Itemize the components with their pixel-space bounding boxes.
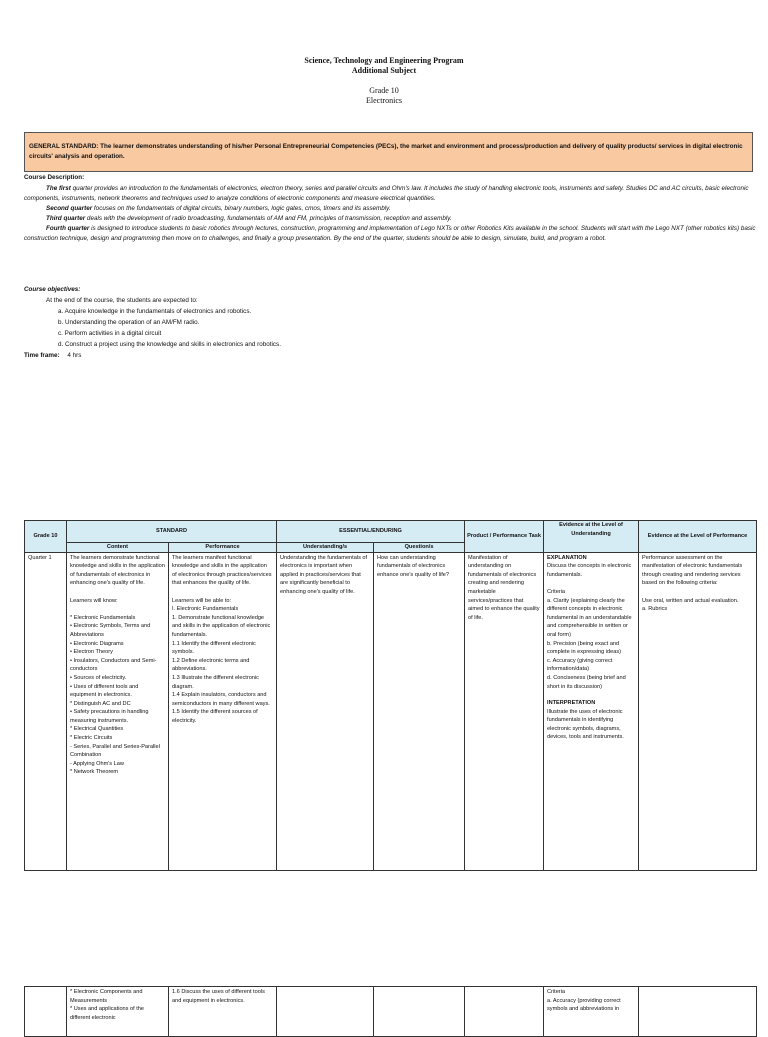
q1-text: quarter provides an introduction to the fundamentals of electronics, electron theory, series and parallel circuits and Ohm's law. It includes the study of handling electronic (70, 185, 541, 192)
curriculum-table (24, 520, 757, 871)
q3-paragraph (24, 214, 764, 224)
objective-item: d. Construct a project using the knowledge and skills in electronics and robotics. (58, 341, 281, 348)
evidence-performance-cell (639, 987, 757, 1037)
evidence-understanding-cell: Criteria a. Accuracy (providing correct symbols and abbreviations in (544, 987, 639, 1037)
q1-paragraph (24, 184, 764, 204)
explanation-heading: EXPLANATION (547, 554, 587, 561)
timeframe-value: 4 hrs (67, 352, 82, 359)
general-standard-text: GENERAL STANDARD: The learner demonstrates understanding of his/her Personal Entrepreneurial Competencies (PECs), the market and environment and process/production and delivery of quality products/ services in digital electronic circuits' analysis and operation. (29, 143, 743, 160)
header-row (25, 521, 757, 543)
q4-lead: Fourth quarter (46, 225, 90, 232)
evidence-understanding-cell (544, 552, 639, 870)
general-standard-box (24, 132, 753, 172)
q4-text: is designed to introduce students to basic robotics through lectures, construction, programming and implementation of Lego NXTs or other Robotics Kits available in the school. Students will start with the Lego NXT (other robotics kits) basic construction technique, design and programming then move on to challenges, and finally a group presentation. By the end of the quarter, students should be able to design, simulate, build, and program a robot. (24, 225, 756, 242)
course-description-heading: Course Description: (24, 174, 85, 181)
performance-cell: 1.6 Discuss the uses of different tools and equipment in electronics. (169, 987, 277, 1037)
understandings-header: Understanding/s (277, 543, 374, 553)
performance-cell: The learners manifest functional knowledge and skills in the application of electronics through practices/services that enhances the quality of life. Learners will be able to: I. Electronic Fundamentals 1. Demonstrate functional knowledge and skills in the application of electronic fundamentals. 1.1 Identify the different electronic symbols. 1.2 Define electronic terms and abbreviations. 1.3 Illustrate the different electronic diagram. 1.4 Explain insulators, conductors and semiconductors in many different ways. 1.5 Identify the different sources of electricity. (169, 552, 277, 870)
evidence-performance-cell: Performance assessment on the manifestation of electronic fundamentals through creating and rendering services based on the following criteria: Use oral, written and actual evaluation. a. Rubrics (639, 552, 757, 870)
objective-item: c. Perform activities in a digital circuit (58, 330, 162, 337)
table-row (25, 987, 757, 1037)
q3-lead: Third quarter (46, 215, 86, 222)
course-description (24, 184, 764, 244)
performance-header: Performance (169, 543, 277, 553)
understandings-cell (277, 987, 374, 1037)
q4-paragraph (24, 224, 764, 244)
q2-text: focuses on the fundamentals of digital circuits, binary numbers, logic gates, cmos, timers and its assembly. (92, 205, 391, 212)
product-cell: Manifestation of understanding on fundamentals of electronics creating and rendering marketable services/practices that aimed to enhance the quality of life. (465, 552, 544, 870)
explanation-body: Discuss the concepts in electronic fundamentals. Criteria a. Clarity (explaining clearly the different concepts in electronic fundamental in an understandable and comprehensible in written or oral form) b. Precision (being exact and complete in expressing ideas) c. Accuracy (giving correct information/data) d. Conciseness (being brief and short in its discussion) (547, 563, 632, 690)
subject-title: Additional Subject (351, 66, 417, 75)
objective-item: a. Acquire knowledge in the fundamentals of electronics and robotics. (58, 308, 252, 315)
interpretation-heading: INTERPRETATION (547, 700, 596, 707)
evidence-performance-header: Evidence at the Level of Performance (639, 521, 757, 553)
questions-cell: How can understanding fundamentals of electronics enhance one's quality of life? (374, 552, 465, 870)
q2-paragraph (24, 204, 764, 214)
timeframe-label: Time frame: (24, 352, 60, 359)
grade-header: Grade 10 (25, 521, 67, 553)
questions-header: Question/s (374, 543, 465, 553)
essential-header: ESSENTIAL/ENDURING (277, 521, 465, 543)
content-cell: The learners demonstrate functional knowledge and skills in the application of fundamentals of electronics in enhancing one's quality of life. Learners will know: * Electronic Fundamentals • Electronic Symbols, Terms and Abbreviations • Electronic Diagrams • Electron Theory • Insulators, Conductors and Semi-conductors • Sources of electricity. • Uses of different tools and equipment in electronics. * Distinguish AC and DC • Safety precautions in handling measuring instruments. * Electrical Quantities * Electric Circuits - Series, Parallel and Series-Parallel Combination - Applying Ohm's Law * Network Theorem (67, 552, 169, 870)
q1-cont: tools, instruments and safety. Studies DC and AC circuits, basic electronic components, instruments, network theorems and techniques used to analyze conditions of electronic components and measure electrical quantities. (24, 185, 749, 202)
objective-item: b. Understanding the operation of an AM/FM radio. (58, 319, 200, 326)
understandings-cell: Understanding the fundamentals of electronics is important when applied in practices/services that are significantly beneficial to enhancing one's quality of life. (277, 552, 374, 870)
questions-cell (374, 987, 465, 1037)
product-cell (465, 987, 544, 1037)
course-label: Electronics (366, 96, 402, 105)
content-header: Content (67, 543, 169, 553)
curriculum-table-continued (24, 986, 757, 1037)
q1-lead: The first (46, 185, 71, 192)
grade-block (0, 86, 768, 106)
program-title: Science, Technology and Engineering Program (304, 56, 464, 65)
objectives-heading: Course objectives: (24, 286, 81, 293)
interpretation-body: Illustrate the uses of electronic fundamentals in identifying electronic symbols, diagrams, devices, tools and instruments. (547, 708, 624, 741)
doc-header (0, 56, 768, 76)
table-row (25, 552, 757, 870)
q3-text: deals with the development of radio broadcasting, fundamentals of AM and FM, principles of transmission, reception and assembly. (85, 215, 452, 222)
standard-header: STANDARD (67, 521, 277, 543)
quarter-cell (25, 987, 67, 1037)
course-objectives (24, 284, 724, 361)
product-header: Product / Performance Task (465, 521, 544, 553)
content-cell: * Electronic Components and Measurements * Uses and applications of the different electronic (67, 987, 169, 1037)
quarter-cell: Quarter 1 (25, 552, 67, 870)
grade-label: Grade 10 (369, 86, 399, 95)
timeframe (24, 350, 724, 361)
q2-lead: Second quarter (46, 205, 93, 212)
evidence-understanding-header: Evidence at the Level of Understanding (544, 521, 639, 553)
objectives-intro: At the end of the course, the students are expected to: (46, 297, 198, 304)
